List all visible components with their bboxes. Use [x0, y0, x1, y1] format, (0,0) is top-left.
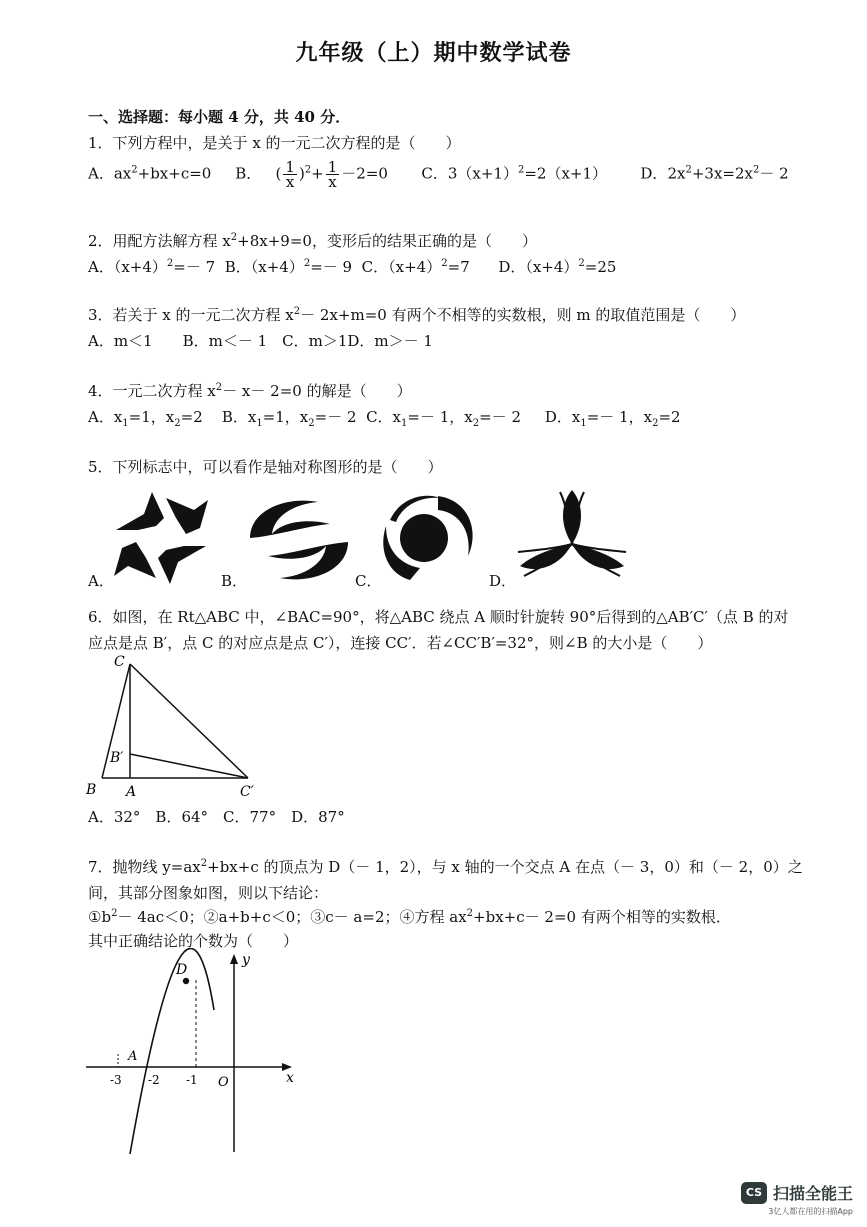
section-heading: 一、选择题：每小题 4 分，共 40 分．: [88, 108, 351, 126]
vertex-d-label: D: [176, 962, 188, 978]
question-1-options: A．$ax^2+bx+c=0$ B． ( $\frac{1}{x}$ )$^2$+ $\frac{1}{x}$ －2=0 C．$3(x+1)^2=2(x+1)$ D．$2x^2+3x=2x^2- 2$: [88, 158, 789, 191]
question-4-stem: 4．一元二次方程 $x^2- x- 2=0$ 的解是（ ）: [88, 382, 412, 400]
question-3-options: A．m＜1 B．m＜－ 1 C．m＞1D．m＞－ 1: [88, 332, 433, 350]
origin-label: O: [218, 1075, 229, 1090]
option-d-label: D．: [489, 572, 517, 590]
parabola-figure: [82, 948, 302, 1154]
point-c-label: C: [114, 654, 125, 670]
fraction: $\frac{1}{x}$: [327, 158, 338, 191]
question-2-stem: 2．用配方法解方程 $x^2+8x+9=0$，变形后的结果正确的是（ ）: [88, 232, 537, 250]
option-c-label: C．: [355, 572, 382, 590]
question-4-options: A．$x_1=1$，$x_2=2$ B．$x_1=1$，$x_2=- 2$ C．$x_1=- 1$，$x_2=- 2$ D．$x_1=- 1$，$x_2=2$: [88, 408, 681, 429]
triangle-figure: [80, 650, 280, 802]
point-a-label: A: [128, 1049, 138, 1064]
logo-d-three-petals: [516, 486, 628, 586]
scanner-tagline: 3亿人都在用的扫描App: [768, 1207, 853, 1216]
point-c-prime-label: C′: [240, 784, 254, 800]
y-axis-label: y: [242, 952, 250, 968]
logo-c-circle-swirl: [380, 490, 480, 586]
question-1-stem: 1．下列方程中，是关于 x 的一元二次方程的是（ ）: [88, 134, 461, 152]
question-7-stem-line1: 7．抛物线 $y=ax^2+bx+c$ 的顶点为 D（－ 1，2），与 x 轴的一个交点 A 在点（－ 3，0）和（－ 2，0）之: [88, 858, 803, 876]
tick-label: -2: [148, 1073, 160, 1087]
option-a-label: A．: [88, 572, 114, 590]
point-b-label: B: [86, 782, 97, 798]
scanner-logo-icon: CS: [741, 1182, 767, 1204]
option-b-label: B．: [221, 572, 248, 590]
scanner-watermark: [741, 1181, 853, 1217]
question-5-stem: 5．下列标志中，可以看作是轴对称图形的是（ ）: [88, 458, 443, 476]
question-6-stem-line2: 应点是点 B′，点 C 的对应点是点 C′），连接 CC′．若∠CC′B′=32°，则∠B 的大小是（ ）: [88, 634, 713, 652]
logo-b-crescents: [246, 496, 352, 584]
logo-a-stars: [108, 488, 214, 588]
scanner-name: 扫描全能王: [772, 1184, 853, 1203]
point-b-prime-label: B′: [110, 750, 124, 766]
question-7-stem-line4: 其中正确结论的个数为（ ）: [88, 932, 299, 950]
point-a-label: A: [126, 784, 137, 800]
question-2-options: A．$(x+4)^2=- 7$ B．$(x+4)^2=- 9$ C．$(x+4)^2=7$ D．$(x+4)^2=25$: [88, 258, 617, 276]
question-6-options: A．32° B．64° C．77° D．87°: [88, 808, 345, 826]
question-6-stem-line1: 6．如图，在 Rt△ABC 中，∠BAC=90°，将△ABC 绕点 A 顺时针旋转 90°后得到的△AB′C′（点 B 的对: [88, 608, 789, 626]
question-3-stem: 3．若关于 x 的一元二次方程 $x^2- 2x+m=0$ 有两个不相等的实数根，则 m 的取值范围是（ ）: [88, 306, 746, 324]
question-7-stem-line2: 间，其部分图象如图，则以下结论：: [88, 884, 329, 902]
question-7-statements: $①b^2- 4ac<0$；②a+b+c＜0；③c－ a=2；④方程 $ax^2+bx+c- 2=0$ 有两个相等的实数根．: [88, 908, 731, 926]
tick-label: -1: [186, 1073, 198, 1087]
x-axis-label: x: [286, 1070, 294, 1086]
fraction: $\frac{1}{x}$: [285, 158, 295, 191]
page-title: 九年级（上）期中数学试卷: [295, 40, 572, 66]
tick-label: -3: [110, 1073, 122, 1087]
